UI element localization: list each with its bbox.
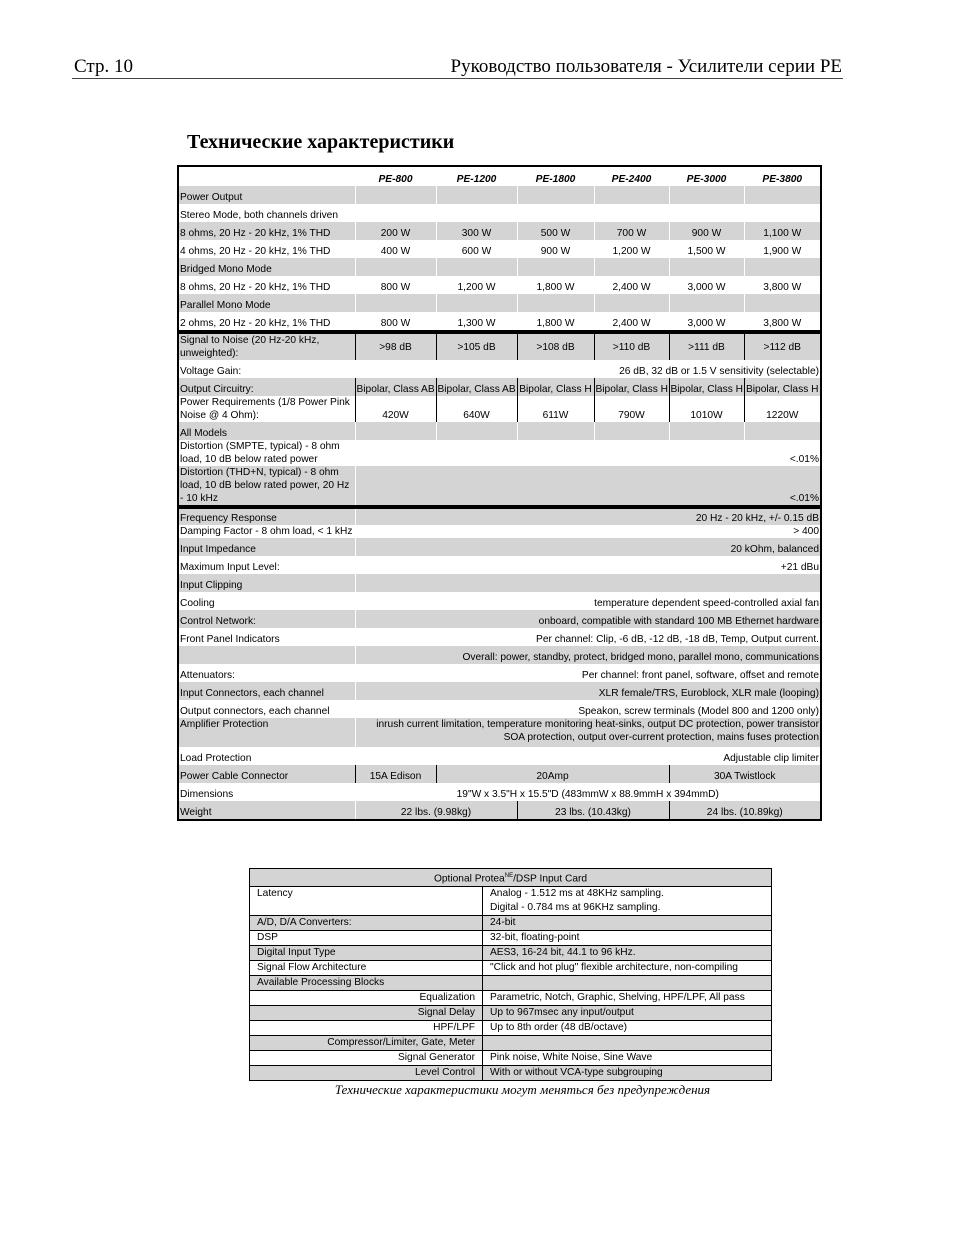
table-row [250, 976, 772, 991]
cell-value: Pink noise, White Noise, Sine Wave [483, 1051, 772, 1066]
row-label: Stereo Mode, both channels driven [180, 210, 339, 221]
cell-value: 400 W [355, 240, 436, 258]
row-label: All Models [178, 422, 355, 440]
section-title: Технические характеристики [187, 131, 455, 153]
row-label: Frequency Response [178, 507, 355, 525]
cell-value: 420W [355, 396, 436, 422]
optional-card-title: Optional Protea$^{NE}$/DSP Input Card [250, 869, 772, 887]
table-row [250, 946, 772, 961]
cell-value: Parametric, Notch, Graphic, Shelving, HPF/LPF, All pass [483, 991, 772, 1006]
cell-value: 3,800 W [744, 312, 821, 332]
cell-value: 2,400 W [594, 312, 669, 332]
row-label: DSP [250, 931, 483, 946]
cell-value: 500 W [517, 222, 594, 240]
row-label: Power Output [178, 186, 355, 204]
cell-value: Bipolar, Class H [594, 378, 669, 396]
cell-value: 1220W [744, 396, 821, 422]
row-label: Damping Factor - 8 ohm load, < 1 kHz [180, 526, 353, 537]
table-row [250, 1006, 772, 1021]
cell-value: 15A Edison [355, 765, 436, 783]
row-label: Voltage Gain: [180, 366, 242, 377]
cell-value: 24-bit [483, 916, 772, 931]
cell-value: 200 W [355, 222, 436, 240]
row-label: 8 ohms, 20 Hz - 20 kHz, 1% THD [180, 282, 331, 293]
cell-value: 30A Twistlock [669, 765, 821, 783]
table-row [178, 783, 821, 801]
table-row [178, 294, 821, 312]
row-label: Distortion (THD+N, typical) - 8 ohm load, 10 dB below rated power, 20 Hz - 10 kHz [178, 466, 355, 507]
table-row [178, 186, 821, 204]
table-row [178, 276, 821, 294]
table-row [178, 360, 821, 378]
cell-value: 3,000 W [669, 312, 744, 332]
cell-value: +21 dBu [355, 556, 821, 574]
table-row [250, 1021, 772, 1036]
row-label: Digital Input Type [250, 946, 483, 961]
model-header: PE-1200 [436, 166, 517, 186]
cell-value [483, 1036, 772, 1051]
page-number: Стр. 10 [74, 56, 133, 77]
cell-value: >105 dB [436, 332, 517, 360]
row-label: Signal Delay [250, 1006, 483, 1021]
cell-value: 700 W [594, 222, 669, 240]
model-header: PE-800 [355, 166, 436, 186]
cell-value: 1,500 W [669, 240, 744, 258]
table-row [178, 378, 821, 396]
spec-table [177, 165, 822, 821]
cell-value: 2,400 W [594, 276, 669, 294]
cell-value: Bipolar, Class AB [436, 378, 517, 396]
table-row [178, 574, 821, 592]
row-label: Signal Flow Architecture [250, 961, 483, 976]
cell-value: >112 dB [744, 332, 821, 360]
cell-value: 22 lbs. (9.98kg) [355, 801, 517, 820]
row-label: Power Requirements (1/8 Power Pink Noise @ 4 Ohm): [180, 397, 350, 421]
cell-value: >108 dB [517, 332, 594, 360]
cell-value: Per channel: Clip, -6 dB, -12 dB, -18 dB, Temp, Output current. [355, 628, 821, 646]
table-row [178, 258, 821, 276]
cell-value: 600 W [436, 240, 517, 258]
row-label: Load Protection [180, 753, 252, 764]
row-label: Signal to Noise (20 Hz-20 kHz, unweighted): [178, 332, 355, 360]
cell-value: <.01% [355, 440, 821, 466]
table-row [178, 538, 821, 556]
table-row [178, 610, 821, 628]
cell-value: temperature dependent speed-controlled axial fan [355, 592, 821, 610]
cell-value: Bipolar, Class AB [355, 378, 436, 396]
cell-value: 1010W [669, 396, 744, 422]
table-row [178, 312, 821, 332]
row-label: Signal Generator [250, 1051, 483, 1066]
cell-value: 300 W [436, 222, 517, 240]
table-row [250, 887, 772, 916]
cell-value [483, 976, 772, 991]
table-row [178, 204, 821, 222]
model-header-row [178, 166, 821, 186]
row-label: Weight [178, 801, 355, 820]
cell-value: 1,200 W [594, 240, 669, 258]
cell-value: 1,800 W [517, 276, 594, 294]
table-row [178, 422, 821, 440]
row-label: Dimensions [180, 789, 234, 800]
row-label: 4 ohms, 20 Hz - 20 kHz, 1% THD [180, 246, 331, 257]
table-row [250, 931, 772, 946]
cell-value: > 400 [355, 525, 821, 538]
cell-value: 790W [594, 396, 669, 422]
table-row [178, 222, 821, 240]
cell-value: AES3, 16-24 bit, 44.1 to 96 kHz. [483, 946, 772, 961]
cell-value: Analog - 1.512 ms at 48KHz sampling. Digital - 0.784 ms at 96KHz sampling. [483, 887, 772, 916]
row-label: Control Network: [178, 610, 355, 628]
table-row [250, 1051, 772, 1066]
table-row [250, 1066, 772, 1081]
cell-value: Up to 8th order (48 dB/octave) [483, 1021, 772, 1036]
cell-value: 640W [436, 396, 517, 422]
row-label: A/D, D/A Converters: [250, 916, 483, 931]
cell-value: >98 dB [355, 332, 436, 360]
cell-value: 26 dB, 32 dB or 1.5 V sensitivity (selectable) [355, 360, 821, 378]
table-row [178, 466, 821, 507]
cell-value: 32-bit, floating-point [483, 931, 772, 946]
cell-value: Bipolar, Class H [669, 378, 744, 396]
cell-value: 20Amp [436, 765, 669, 783]
cell-value: 20 Hz - 20 kHz, +/- 0.15 dB [355, 507, 821, 525]
model-header: PE-2400 [594, 166, 669, 186]
row-label: 2 ohms, 20 Hz - 20 kHz, 1% THD [180, 318, 331, 329]
cell-value: <.01% [355, 466, 821, 507]
cell-value: 800 W [355, 276, 436, 294]
table-row [178, 592, 821, 610]
cell-value: >111 dB [669, 332, 744, 360]
protection-line-1: inrush current limitation, temperature monitoring heat-sinks, output DC protection, power transistor [376, 719, 819, 730]
header-rule [72, 78, 843, 79]
row-label: 8 ohms, 20 Hz - 20 kHz, 1% THD [178, 222, 355, 240]
cell-value: Speakon, screw terminals (Model 800 and 1200 only) [355, 700, 821, 718]
cell-value: "Click and hot plug" flexible architecture, non-compiling [483, 961, 772, 976]
cell-value: 1,100 W [744, 222, 821, 240]
cell-value: 24 lbs. (10.89kg) [669, 801, 821, 820]
row-label: Compressor/Limiter, Gate, Meter [250, 1036, 483, 1051]
cell-value: Adjustable clip limiter [355, 747, 821, 765]
table-row [250, 991, 772, 1006]
model-header: PE-3800 [744, 166, 821, 186]
cell-value: With or without VCA-type subgrouping [483, 1066, 772, 1081]
row-label: Level Control [250, 1066, 483, 1081]
optional-card-title-row [250, 869, 772, 887]
row-label: Distortion (SMPTE, typical) - 8 ohm load, 10 dB below rated power [180, 441, 340, 465]
cell-value: 800 W [355, 312, 436, 332]
cell-value: Bipolar, Class H [517, 378, 594, 396]
row-label: Input Clipping [178, 574, 355, 592]
row-label: Latency [250, 887, 483, 916]
cell-value: 19"W x 3.5"H x 15.5"D (483mmW x 88.9mmH x 394mmD) [355, 783, 821, 801]
row-label: Maximum Input Level: [180, 562, 280, 573]
table-row [178, 440, 821, 466]
row-label: Parallel Mono Mode [178, 294, 355, 312]
row-label: Input Connectors, each channel [178, 682, 355, 700]
table-row [178, 765, 821, 783]
table-row [178, 332, 821, 360]
cell-value: 900 W [669, 222, 744, 240]
row-label: Equalization [250, 991, 483, 1006]
model-header: PE-1800 [517, 166, 594, 186]
table-row [178, 801, 821, 820]
table-row [178, 628, 821, 646]
table-row [250, 961, 772, 976]
cell-value: 1,900 W [744, 240, 821, 258]
row-label: Power Cable Connector [178, 765, 355, 783]
table-row [178, 240, 821, 258]
table-row [178, 556, 821, 574]
row-label: Amplifier Protection [178, 718, 355, 747]
cell-value: 900 W [517, 240, 594, 258]
table-row [178, 525, 821, 538]
row-label: Available Processing Blocks [250, 976, 483, 991]
cell-value: >110 dB [594, 332, 669, 360]
table-row [250, 1036, 772, 1051]
table-row [178, 718, 821, 747]
table-row [178, 646, 821, 664]
table-row [250, 916, 772, 931]
row-label: HPF/LPF [250, 1021, 483, 1036]
cell-value: onboard, compatible with standard 100 MB Ethernet hardware [355, 610, 821, 628]
row-label: Output Circuitry: [178, 378, 355, 396]
row-label: Front Panel Indicators [180, 634, 280, 645]
cell-value: Overall: power, standby, protect, bridged mono, parallel mono, communications [355, 646, 821, 664]
cell-value: 611W [517, 396, 594, 422]
cell-value: 23 lbs. (10.43kg) [517, 801, 669, 820]
cell-value: 1,200 W [436, 276, 517, 294]
row-label: Attenuators: [180, 670, 235, 681]
table-row [178, 507, 821, 525]
table-row [178, 396, 821, 422]
table-row [178, 664, 821, 682]
footnote: Технические характеристики могут меняться без предупреждения [334, 1082, 711, 1097]
row-label: Input Impedance [178, 538, 355, 556]
cell-value: 1,300 W [436, 312, 517, 332]
model-header: PE-3000 [669, 166, 744, 186]
optional-card-table [249, 868, 772, 1081]
cell-value: Per channel: front panel, software, offset and remote [355, 664, 821, 682]
table-row [178, 700, 821, 718]
cell-value: Up to 967msec any input/output [483, 1006, 772, 1021]
cell-value: 3,000 W [669, 276, 744, 294]
cell-value [355, 574, 821, 592]
row-label: Bridged Mono Mode [178, 258, 355, 276]
row-label: Cooling [180, 598, 215, 609]
table-row [178, 747, 821, 765]
protection-line-2: SOA protection, output over-current protection, mains fuses protection [503, 732, 819, 743]
cell-value [355, 718, 821, 747]
cell-value: 1,800 W [517, 312, 594, 332]
cell-value: 20 kOhm, balanced [355, 538, 821, 556]
document-title: Руководство пользователя - Усилители серии PE [450, 56, 842, 77]
table-row [178, 682, 821, 700]
cell-value: 3,800 W [744, 276, 821, 294]
cell-value: Bipolar, Class H [744, 378, 821, 396]
row-label: Output connectors, each channel [180, 706, 330, 717]
cell-value: XLR female/TRS, Euroblock, XLR male (looping) [355, 682, 821, 700]
